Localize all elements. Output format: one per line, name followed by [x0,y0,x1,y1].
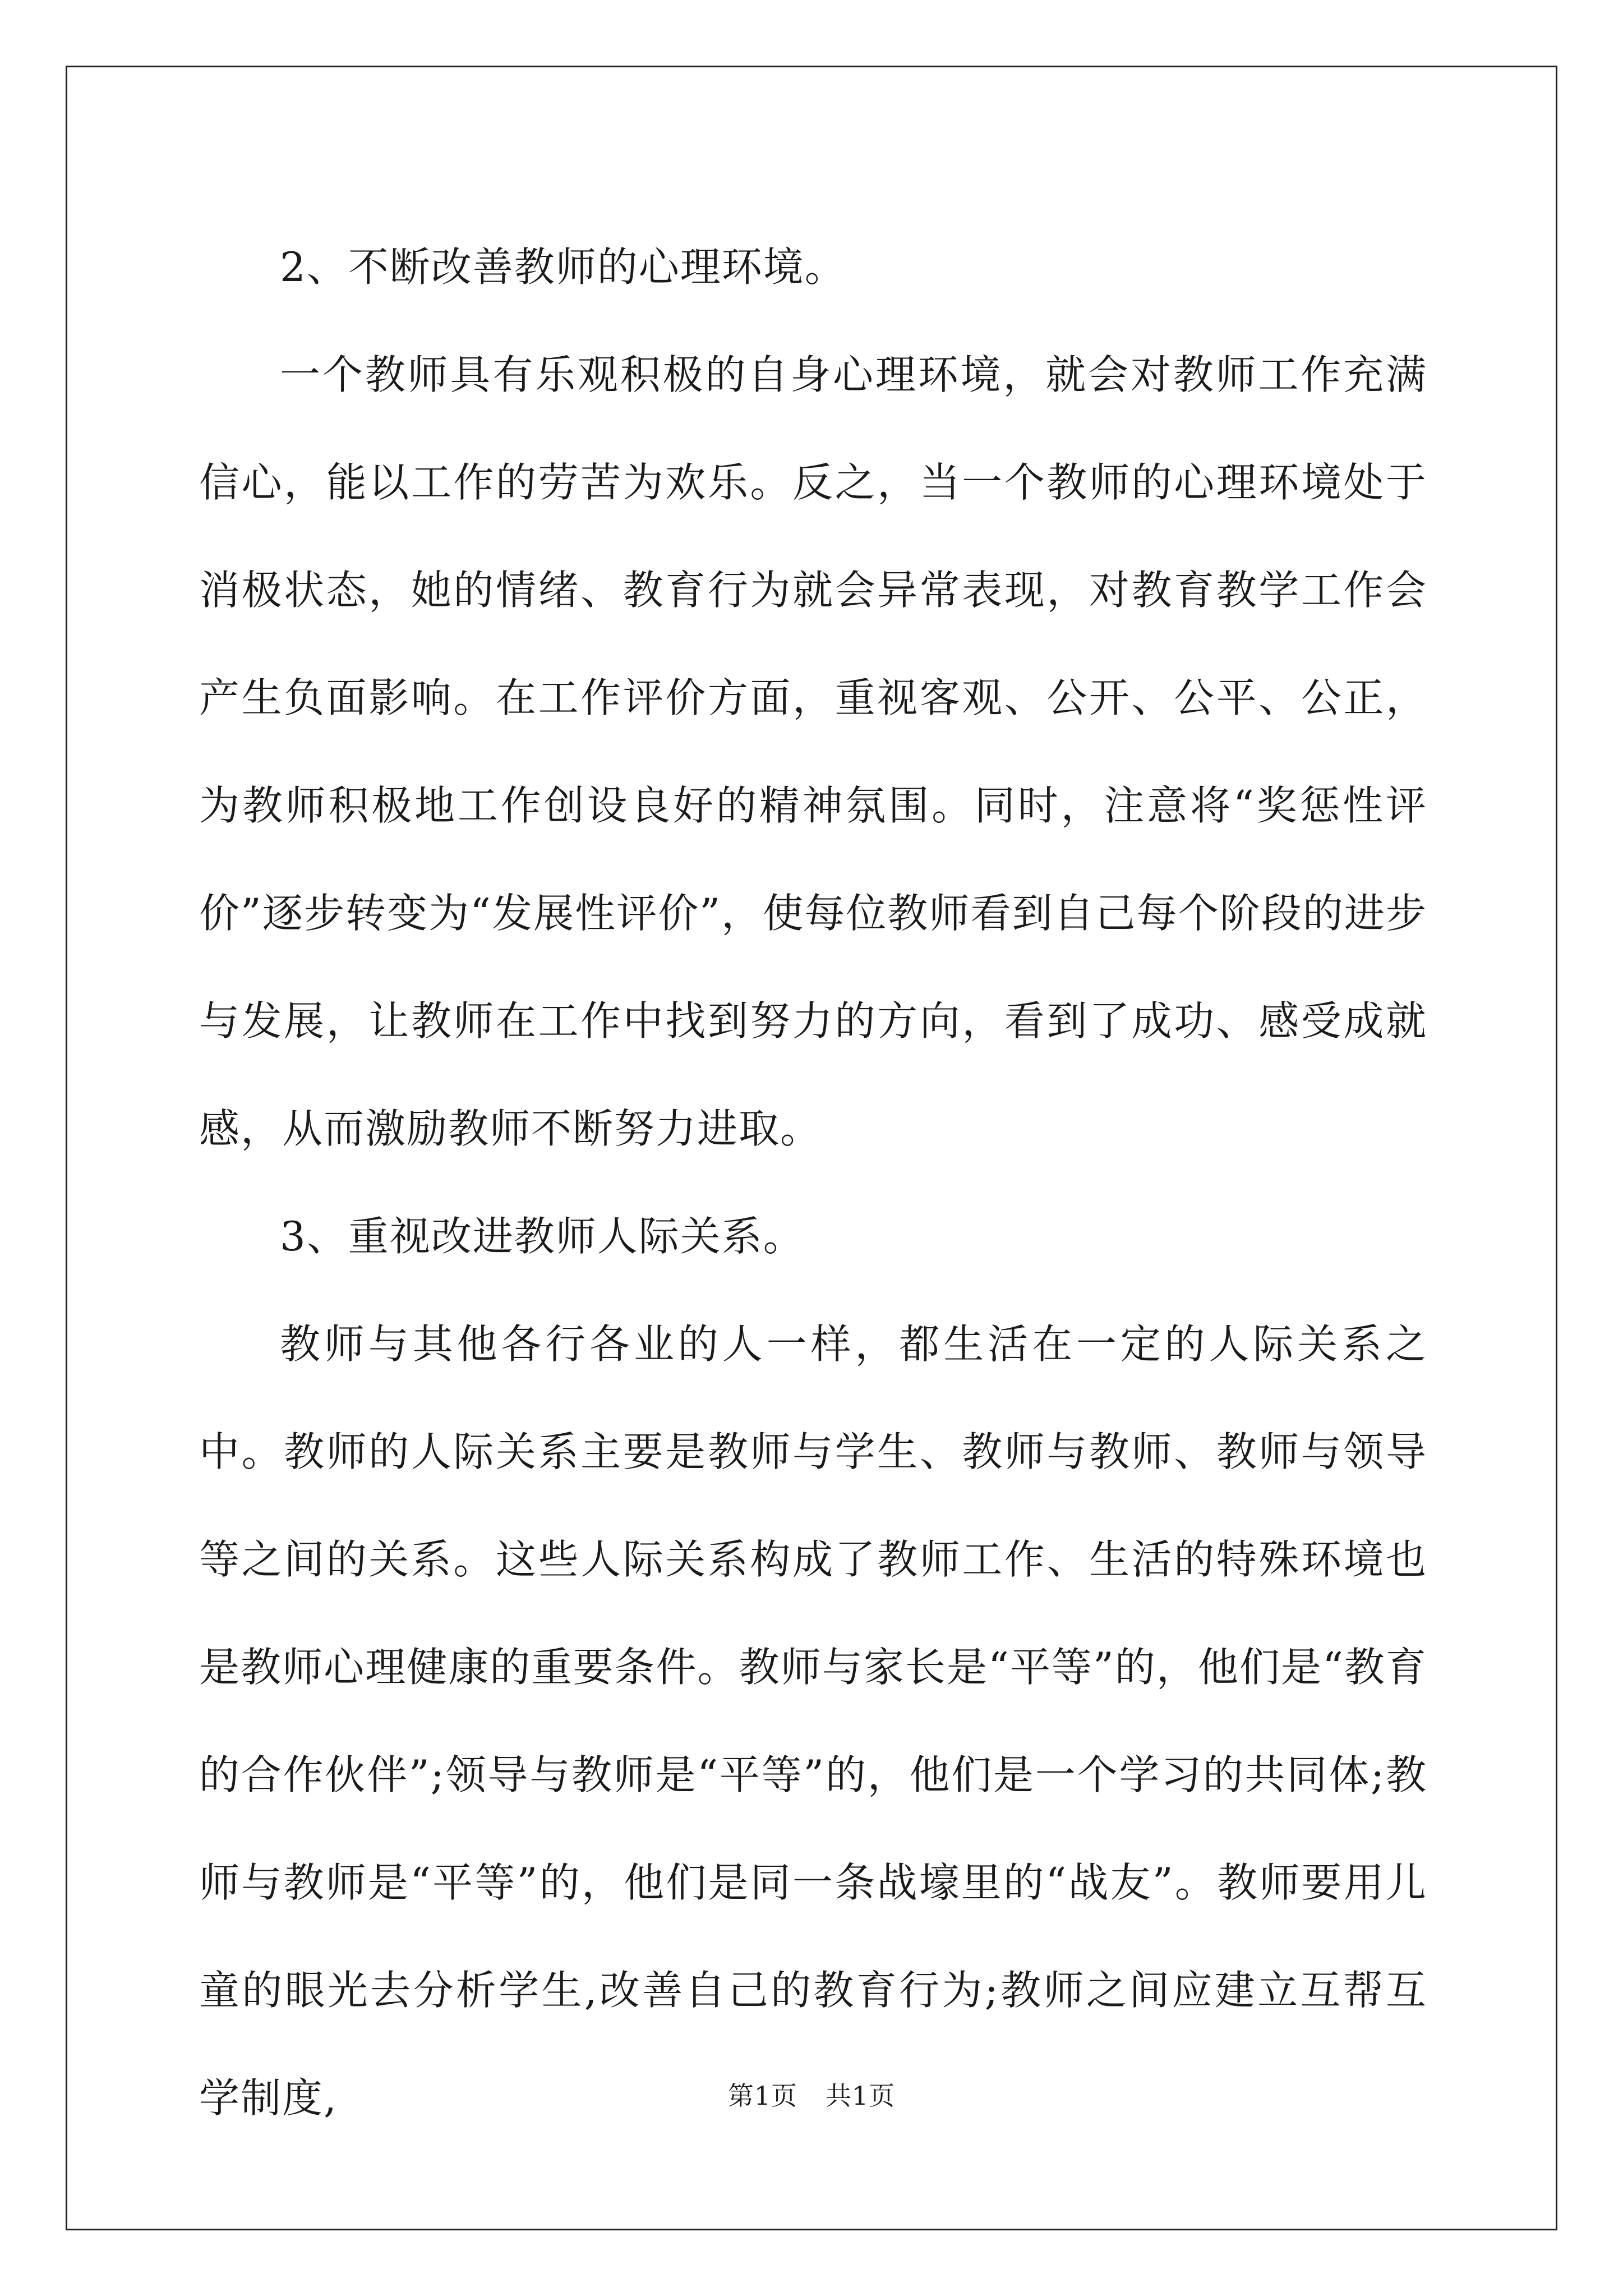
page-number-total: 共1页 [826,2081,896,2111]
paragraph-psychological-environment: 一个教师具有乐观积极的自身心理环境，就会对教师工作充满信心，能以工作的劳苦为欢乐。反之，当一个教师的心理环境处于消极状态，她的情绪、教育行为就会异常表现，对教育教学工作会产生负面影响。在工作评价方面，重视客观、公开、公平、公正，为教师积极地工作创设良好的精神氛围。同时，注意将“奖惩性评价”逐步转变为“发展性评价”，使每位教师看到自己每个阶段的进步与发展，让教师在工作中找到努力的方向，看到了成功、感受成就感，从而激励教师不断努力进取。 [199,351,1427,1152]
page-footer [0,2076,1623,2113]
section-heading-2: 2、不断改善教师的心理环境。 [280,243,846,291]
paragraph-interpersonal-relations: 教师与其他各行各业的人一样，都生活在一定的人际关系之中。教师的人际关系主要是教师与学生、教师与教师、教师与领导等之间的关系。这些人际关系构成了教师工作、生活的特殊环境也是教师心理健康的重要条件。教师与家长是“平等”的，他们是“教育的合作伙伴”;领导与教师是“平等”的，他们是一个学习的共同体;教师与教师是“平等”的，他们是同一条战壕里的“战友”。教师要用儿童的眼光去分析学生,改善自己的教育行为;教师之间应建立互帮互学制度, [199,1320,1427,2122]
document-body [199,213,1427,2152]
page-number-current: 第1页 [727,2081,797,2111]
section-heading-3: 3、重视改进教师人际关系。 [280,1213,805,1260]
